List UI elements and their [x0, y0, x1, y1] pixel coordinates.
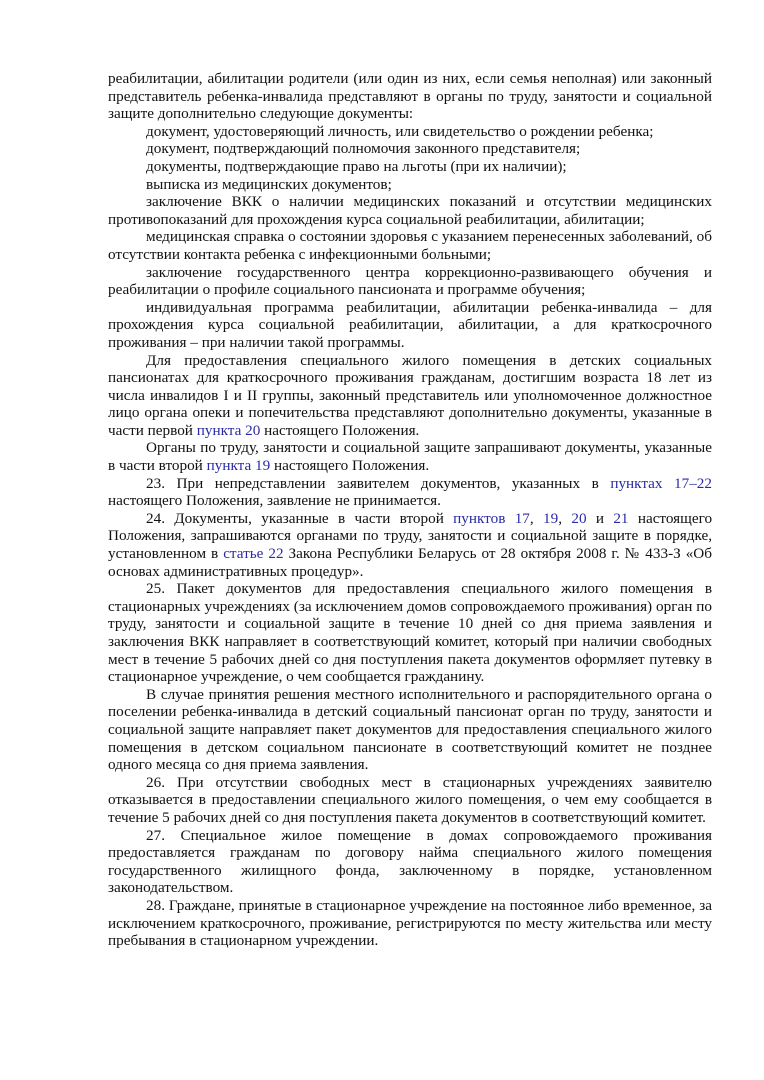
clause-27	[108, 827, 712, 897]
text-run: индивидуальная программа реабилитации, абилитации ребенка-инвалида – для прохождения курса социальной реабилитации, абилитации, а для краткосрочного проживания – при наличии такой программы.	[108, 298, 712, 351]
text-run: настоящего Положения, заявление не принимается.	[108, 492, 441, 510]
list-item	[108, 140, 712, 158]
text-run: Органы по труду, занятости и социальной защите запрашивают документы, указанные в части второй	[108, 439, 712, 475]
document-page	[108, 70, 712, 950]
text-run: Закона Республики Беларусь от 28 октября 2008 г. № 433-З «Об основах административных процедур».	[108, 545, 712, 580]
clause-24	[108, 510, 712, 580]
paragraph	[108, 352, 712, 440]
paragraph	[108, 70, 712, 123]
reference-link[interactable]: 20	[571, 509, 587, 527]
text-run: заключение ВКК о наличии медицинских показаний и отсутствии медицинских противопоказаний для прохождения курса социальной реабилитации, абилитации;	[108, 193, 712, 228]
list-item	[108, 193, 712, 228]
text-run: настоящего Положения.	[260, 421, 420, 439]
reference-link[interactable]: статье 22	[223, 545, 284, 563]
reference-link[interactable]: пункта 19	[206, 457, 271, 475]
text-run: документ, подтверждающий полномочия законного представителя;	[146, 140, 581, 158]
text-run: Для предоставления специального жилого помещения в детских социальных пансионатах для краткосрочного проживания гражданам, достигшим возраста 18 лет из числа инвалидов I и II группы, законный представитель или уполномоченное должностное лицо органа опеки и попечительства представляют дополнительно документы, указанные в части первой	[108, 351, 712, 439]
text-run: ,	[558, 509, 572, 527]
paragraph	[108, 439, 712, 474]
text-run: 26. При отсутствии свободных мест в стационарных учреждениях заявителю отказывается в предоставлении специального жилого помещения, о чем ему сообщается в течение 5 рабочих дней со дня поступления пакета документов в соответствующий комитет.	[108, 773, 712, 826]
text-run: медицинская справка о состоянии здоровья с указанием перенесенных заболеваний, об отсутствии контакта ребенка с инфекционными больными;	[108, 228, 712, 263]
paragraph	[108, 686, 712, 774]
reference-link[interactable]: пункта 20	[196, 421, 261, 439]
reference-link[interactable]: 19	[543, 509, 559, 527]
text-run: настоящего Положения, запрашиваются органами по труду, занятости и социальной защите в порядке, установленном в	[108, 509, 713, 563]
text-run: 23. При непредставлении заявителем документов, указанных в	[146, 474, 611, 492]
clause-25	[108, 580, 712, 686]
clause-26	[108, 774, 712, 827]
list-item	[108, 264, 712, 299]
text-run: 25. Пакет документов для предоставления специального жилого помещения в стационарных учреждениях (за исключением домов сопровождаемого проживания) орган по труду, занятости и социальной защите в течение 10 дней со дня приема заявления и заключения ВКК направляет в соответствующий комитет, который при наличии свободных мест в течение 5 рабочих дней со дня поступления пакета документов оформляет путевку в стационарное учреждение, о чем сообщается гражданину.	[108, 580, 712, 686]
reference-link[interactable]: 21	[613, 509, 629, 527]
reference-link[interactable]: пунктах 17–22	[610, 474, 712, 492]
list-item	[108, 228, 712, 263]
reference-link[interactable]: пунктов 17	[453, 509, 530, 527]
text-run: документы, подтверждающие право на льготы (при их наличии);	[146, 157, 567, 175]
list-item	[108, 299, 712, 352]
list-item	[108, 176, 712, 194]
text-run: документ, удостоверяющий личность, или свидетельство о рождении ребенка;	[146, 122, 654, 140]
text-run: 24. Документы, указанные в части второй	[146, 509, 454, 527]
clause-23	[108, 475, 712, 510]
text-run: настоящего Положения.	[270, 457, 430, 475]
text-run: 28. Граждане, принятые в стационарное учреждение на постоянное либо временное, за исключением краткосрочного, проживание, регистрируются по месту жительства или месту пребывания в стационарном учреждении.	[108, 896, 712, 950]
text-run: В случае принятия решения местного исполнительного и распорядительного органа о поселении ребенка-инвалида в детский социальный пансионат орган по труду, занятости и социальной защите направляет пакет документов для предоставления специального жилого помещения в детском социальном пансионате в соответствующий комитет не позднее одного месяца со дня приема заявления.	[108, 685, 712, 774]
text-run: ,	[529, 509, 544, 527]
text-run: и	[586, 509, 614, 527]
text-run: реабилитации, абилитации родители (или один из них, если семья неполная) или законный представитель ребенка-инвалида представляют в органы по труду, занятости и социальной защите дополнительно следующие документы:	[108, 70, 712, 123]
list-item	[108, 123, 712, 141]
text-run: выписка из медицинских документов;	[146, 175, 392, 193]
clause-28	[108, 897, 712, 950]
list-item	[108, 158, 712, 176]
text-run: 27. Специальное жилое помещение в домах сопровождаемого проживания предоставляется гражданам по договору найма специального жилого помещения государственного жилищного фонда, заключенному в порядке, установленном законодательством.	[108, 826, 712, 897]
text-run: заключение государственного центра коррекционно-развивающего обучения и реабилитации о профиле социального пансионата и программе обучения;	[108, 263, 712, 299]
